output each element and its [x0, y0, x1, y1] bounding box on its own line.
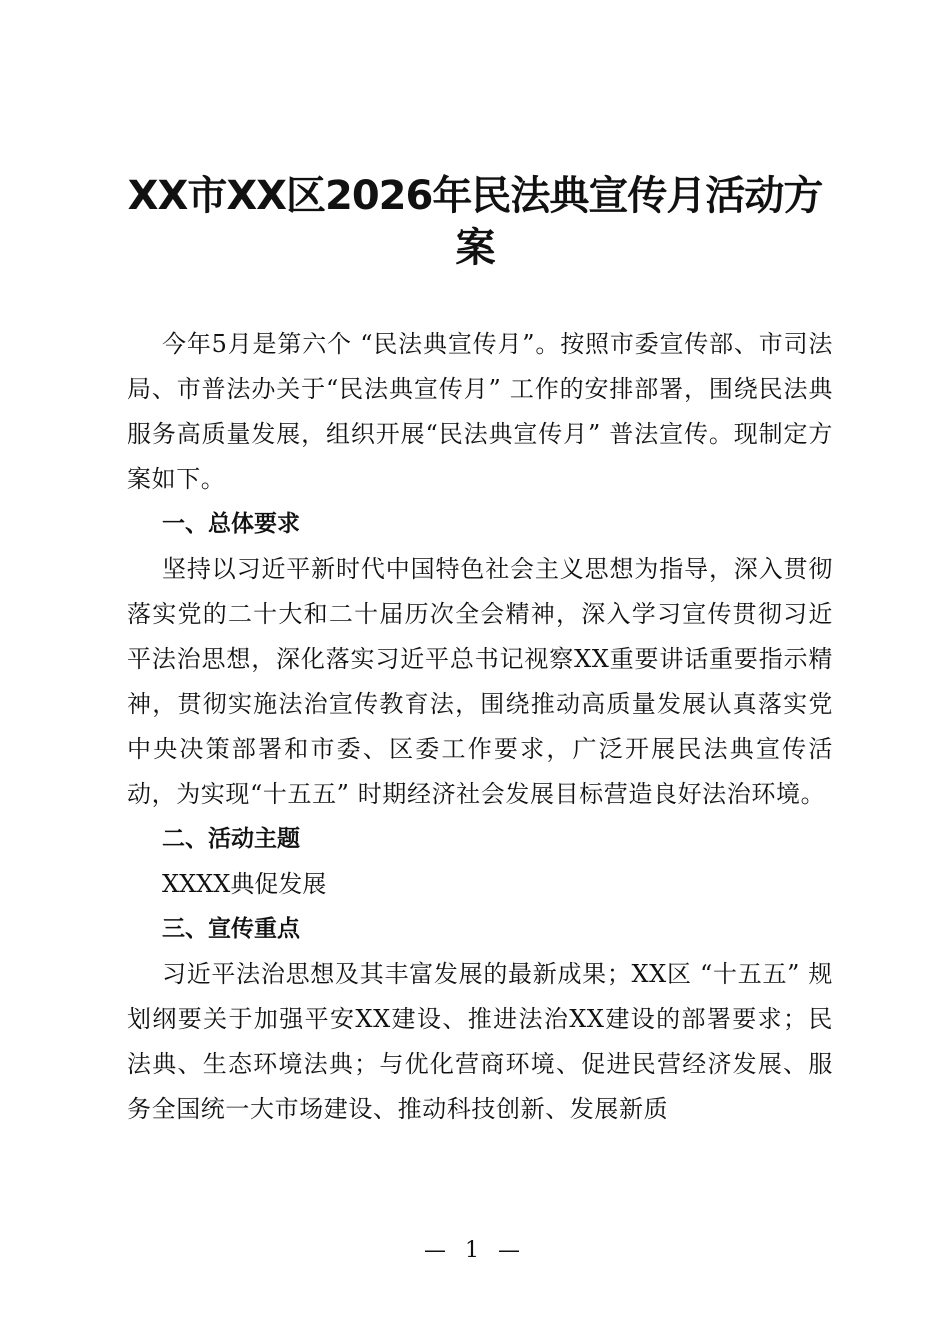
section-heading-general-requirements: 一、总体要求 — [162, 511, 300, 537]
section-text-activity-theme: XXXX典促发展 — [162, 870, 327, 898]
document-title: XX市XX区2026年民法典宣传月活动方案 — [127, 173, 823, 271]
page-number: — 1 — — [424, 1238, 526, 1263]
section-text-publicity-focus: 习近平法治思想及其丰富发展的最新成果；XX区 “十五五” 规划纲要关于加强平安XX建设、推进法治XX建设的部署要求；民法典、生态环境法典；与优化营商环境、促进民营经济发展、服务全国统一大市场建设、推动科技创新、发展新质 — [127, 960, 833, 1123]
section-heading-activity-theme: 二、活动主题 — [162, 826, 300, 852]
section-heading-publicity-focus: 三、宣传重点 — [162, 916, 300, 942]
section-text-general-requirements: 坚持以习近平新时代中国特色社会主义思想为指导，深入贯彻落实党的二十大和二十届历次全会精神，深入学习宣传贯彻习近平法治思想，深化落实习近平总书记视察XX重要讲话重要指示精神，贯彻实施法治宣传教育法，围绕推动高质量发展认真落实党中央决策部署和市委、区委工作要求，广泛开展民法典宣传活动，为实现“十五五” 时期经济社会发展目标营造良好法治环境。 — [127, 555, 833, 808]
intro-paragraph: 今年5月是第六个 “民法典宣传月”。按照市委宣传部、市司法局、市普法办关于“民法典宣传月” 工作的安排部署，围绕民法典服务高质量发展，组织开展“民法典宣传月” 普法宣传。现制定方案如下。 — [127, 330, 833, 493]
document-body — [127, 322, 833, 1132]
